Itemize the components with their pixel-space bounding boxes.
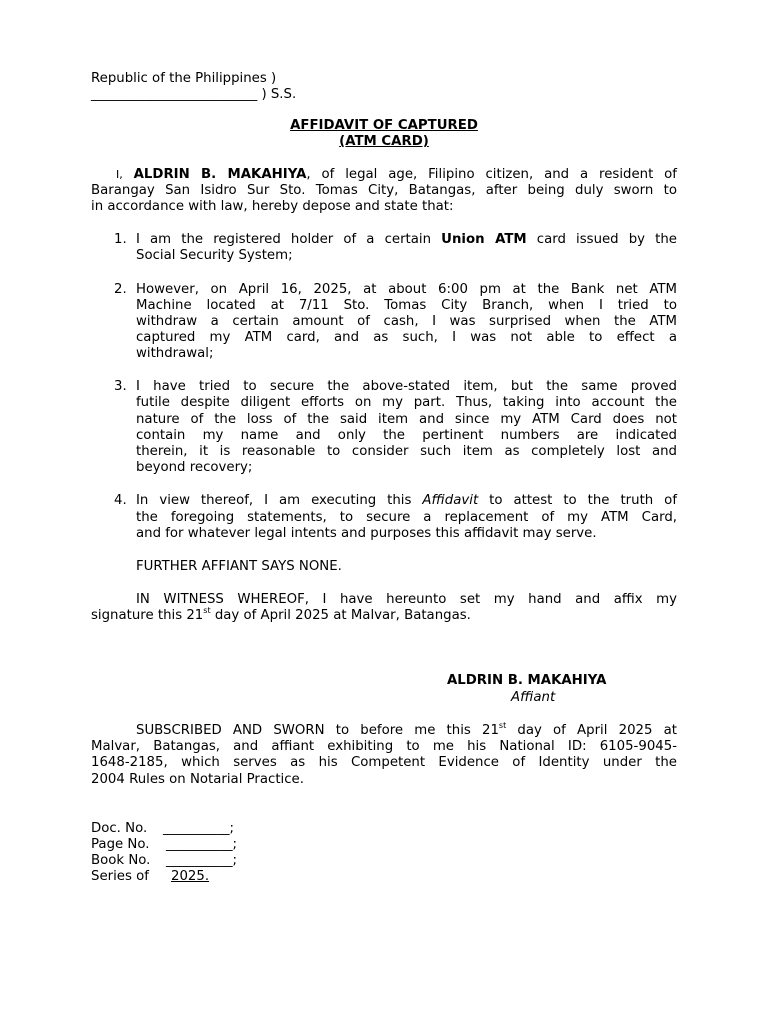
- title-line-2: (ATM CARD): [339, 134, 429, 149]
- witness-line-2: [91, 608, 471, 624]
- item-4-affidavit-word: Affidavit: [422, 493, 479, 508]
- intro-prefix: I,: [116, 168, 123, 181]
- affiant-signature-name: ALDRIN B. MAKAHIYA: [447, 673, 607, 688]
- jurat-line-3: 1648-2185, which serves as his Competent Evidence of Identity under the: [91, 755, 677, 770]
- item-3-line-5: therein, it is reasonable to consider such item as completely lost and: [136, 444, 677, 459]
- item-3-number: 3.: [114, 379, 127, 394]
- book-no-row: [91, 853, 150, 869]
- item-2-line-1: However, on April 16, 2025, at about 6:00 pm at the Bank net ATM: [136, 282, 677, 297]
- intro-line-1: [116, 167, 677, 183]
- item-4-line-1: [136, 493, 677, 509]
- item-2-line-3: withdraw a certain amount of cash, I was surprised when the ATM: [136, 314, 677, 329]
- venue-republic: Republic of the Philippines ): [91, 71, 277, 86]
- affiant-name-intro: ALDRIN B. MAKAHIYA: [133, 167, 307, 182]
- item-3-line-6: beyond recovery;: [136, 460, 253, 475]
- witness-line-2-post: day of April 2025 at Malvar, Batangas.: [210, 608, 471, 623]
- item-2-line-5: withdrawal;: [136, 346, 214, 361]
- page-no-row: [91, 837, 150, 853]
- item-2-line-4: captured my ATM card, and as such, I was not able to effect a: [136, 330, 677, 345]
- item-4-line-1-pre: In view thereof, I am executing this: [136, 493, 423, 508]
- witness-day-suffix: st: [203, 606, 211, 615]
- item-4-line-2: the foregoing statements, to secure a replacement of my ATM Card,: [136, 510, 677, 525]
- intro-line-1-rest: , of legal age, Filipino citizen, and a resident of: [306, 167, 677, 182]
- jurat-day-suffix: st: [498, 721, 507, 730]
- venue-blank-line: [91, 87, 296, 103]
- venue-ss: ) S.S.: [261, 87, 297, 102]
- title-line-1: AFFIDAVIT OF CAPTURED: [290, 118, 478, 133]
- further-affiant-statement: FURTHER AFFIANT SAYS NONE.: [136, 559, 342, 574]
- item-1-line-1: [136, 232, 677, 248]
- intro-line-2: Barangay San Isidro Sur Sto. Tomas City, Batangas, after being duly sworn to: [91, 183, 677, 198]
- item-3-line-1: I have tried to secure the above-stated item, but the same proved: [136, 379, 677, 394]
- venue-line: [91, 71, 276, 87]
- item-2-line-2: Machine located at 7/11 Sto. Tomas City Branch, when I tried to: [136, 298, 677, 313]
- doc-no-label: Doc. No.: [91, 821, 148, 836]
- item-1-number: 1.: [114, 232, 127, 247]
- jurat-line-1-pre: SUBSCRIBED AND SWORN to before me this 21: [136, 723, 499, 738]
- intro-line-3: in accordance with law, hereby depose and state that:: [91, 199, 454, 214]
- series-year: 2025.: [171, 869, 210, 884]
- item-1-line-2: Social Security System;: [136, 248, 293, 263]
- item-1-line-1-pre: I am the registered holder of a certain: [136, 232, 442, 247]
- doc-no-row: [91, 821, 147, 837]
- document-subtitle: [0, 134, 768, 150]
- witness-line-1: IN WITNESS WHEREOF, I have hereunto set my hand and affix my: [136, 592, 677, 607]
- item-3-line-2: futile despite diligent efforts on my part. Thus, taking into account the: [136, 395, 677, 410]
- book-no-label: Book No.: [91, 853, 151, 868]
- jurat-line-1: [136, 723, 677, 739]
- jurat-line-2: Malvar, Batangas, and affiant exhibiting to me his National ID: 6105-9045-: [91, 739, 677, 754]
- item-4-line-1-post: to attest to the truth of: [478, 493, 677, 508]
- item-2-number: 2.: [114, 282, 127, 297]
- item-1-line-1-post: card issued by the: [526, 232, 677, 247]
- document-title: [0, 118, 768, 134]
- affiant-role: Affiant: [511, 690, 556, 705]
- page-no-value: __________;: [166, 837, 237, 852]
- page-no-label: Page No.: [91, 837, 150, 852]
- book-no-value: __________;: [166, 853, 237, 868]
- item-3-line-4: contain my name and only the pertinent numbers are indicated: [136, 428, 677, 443]
- item-1-bank-name: Union ATM: [441, 232, 527, 247]
- series-row: [91, 869, 149, 885]
- doc-no-value: __________;: [163, 821, 234, 836]
- jurat-line-4: 2004 Rules on Notarial Practice.: [91, 772, 304, 787]
- item-4-line-3: and for whatever legal intents and purposes this affidavit may serve.: [136, 526, 597, 541]
- venue-blank: _________________________: [91, 87, 258, 102]
- item-3-line-3: nature of the loss of the said item and since my ATM Card does not: [136, 412, 677, 427]
- witness-line-2-pre: signature this 21: [91, 608, 204, 623]
- item-4-number: 4.: [114, 493, 127, 508]
- jurat-line-1-post: day of April 2025 at: [506, 723, 677, 738]
- series-label: Series of: [91, 869, 149, 884]
